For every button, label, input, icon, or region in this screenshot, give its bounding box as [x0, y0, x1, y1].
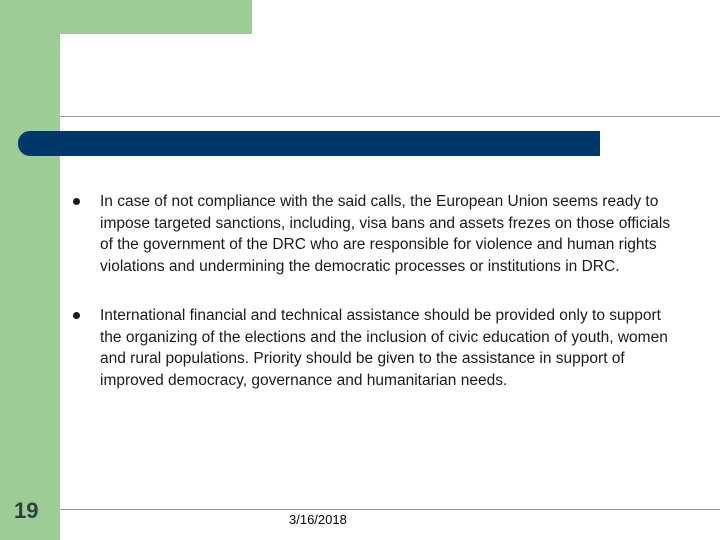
bullet-item [73, 305, 673, 391]
bullet-dot-icon [73, 312, 80, 319]
bullet-item [73, 191, 673, 277]
bullet-dot-icon [73, 198, 80, 205]
content-corner [60, 34, 140, 114]
slide-number: 19 [14, 500, 39, 523]
bullet-text: International financial and technical assistance should be provided only to support the organizing of the elections and the inclusion of civic education of youth, women and rural populations. Priority should be given to the assistance in support of improved democracy, governance and humanitarian needs. [100, 307, 668, 389]
footer-date: 3/16/2018 [289, 512, 347, 527]
bottom-divider [60, 509, 720, 510]
bullet-list [73, 191, 673, 419]
left-green-band [0, 0, 60, 540]
top-green-band [0, 0, 252, 34]
bullet-text: In case of not compliance with the said calls, the European Union seems ready to impose targeted sanctions, including, visa bans and assets frezes on those officials of the government of the DRC who are responsible for violence and human rights violations and undermining the democratic processes or institutions in DRC. [100, 193, 671, 275]
title-bar [18, 131, 600, 156]
top-divider [60, 116, 720, 117]
